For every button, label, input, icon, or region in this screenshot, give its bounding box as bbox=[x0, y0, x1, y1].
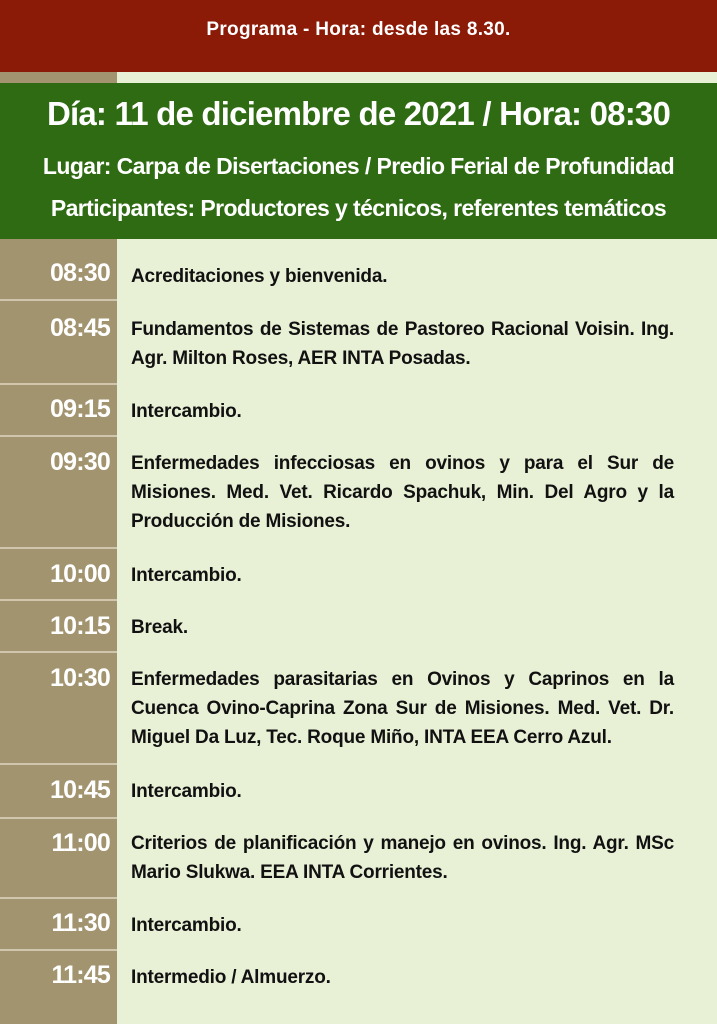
schedule-row bbox=[0, 383, 717, 435]
row-divider bbox=[0, 651, 117, 653]
row-description: Criterios de planificación y manejo en ovinos. Ing. Agr. MSc Mario Slukwa. EEA INTA Corrientes. bbox=[131, 833, 674, 883]
row-divider bbox=[0, 817, 117, 819]
row-divider bbox=[0, 599, 117, 601]
row-time: 11:45 bbox=[51, 961, 110, 989]
row-divider bbox=[0, 763, 117, 765]
row-time: 10:45 bbox=[50, 776, 110, 804]
row-time: 10:00 bbox=[50, 560, 110, 588]
schedule-row bbox=[0, 547, 717, 599]
banner-title: Programa - Hora: desde las 8.30. bbox=[206, 19, 511, 40]
event-header bbox=[0, 83, 717, 239]
row-divider bbox=[0, 435, 117, 437]
row-time: 10:30 bbox=[50, 664, 110, 692]
row-divider bbox=[0, 897, 117, 899]
schedule-row bbox=[0, 651, 717, 763]
schedule-row bbox=[0, 599, 717, 651]
row-time: 08:30 bbox=[50, 259, 110, 287]
row-description: Intercambio. bbox=[131, 915, 242, 936]
row-time: 11:00 bbox=[51, 829, 110, 857]
row-description: Intercambio. bbox=[131, 565, 242, 586]
row-time: 10:15 bbox=[50, 612, 110, 640]
event-participants: Participantes: Productores y técnicos, referentes temáticos bbox=[50, 195, 667, 221]
row-divider bbox=[0, 547, 117, 549]
top-banner bbox=[0, 0, 717, 72]
row-description: Enfermedades parasitarias en Ovinos y Caprinos en la Cuenca Ovino-Caprina Zona Sur de Misiones. Med. Vet. Dr. Miguel Da Luz, Tec. Roque Miño, INTA EEA Cerro Azul. bbox=[131, 669, 674, 748]
schedule-row bbox=[0, 299, 717, 383]
row-description: Break. bbox=[131, 617, 188, 638]
row-time: 09:15 bbox=[50, 395, 110, 423]
separator-strip bbox=[0, 72, 717, 83]
row-time: 11:30 bbox=[51, 909, 110, 937]
schedule-table bbox=[0, 239, 717, 1024]
event-date-time: Día: 11 de diciembre de 2021 / Hora: 08:30 bbox=[46, 95, 671, 132]
event-location: Lugar: Carpa de Disertaciones / Predio Ferial de Profundidad bbox=[42, 153, 675, 179]
row-description: Acreditaciones y bienvenida. bbox=[131, 266, 388, 287]
schedule-row bbox=[0, 763, 717, 817]
separator-strip-tan bbox=[0, 72, 117, 83]
row-description: Fundamentos de Sistemas de Pastoreo Racional Voisin. Ing. Agr. Milton Roses, AER INTA Posadas. bbox=[131, 319, 674, 369]
schedule-row bbox=[0, 817, 717, 897]
row-divider bbox=[0, 299, 117, 301]
row-divider bbox=[0, 949, 117, 951]
row-description: Intercambio. bbox=[131, 781, 242, 802]
row-description: Intercambio. bbox=[131, 401, 242, 422]
row-time: 09:30 bbox=[50, 448, 110, 476]
row-divider bbox=[0, 383, 117, 385]
row-time: 08:45 bbox=[50, 314, 110, 342]
schedule-row bbox=[0, 897, 717, 949]
schedule-row bbox=[0, 239, 717, 299]
schedule-row bbox=[0, 949, 717, 1024]
schedule-row bbox=[0, 435, 717, 547]
row-description: Enfermedades infecciosas en ovinos y para el Sur de Misiones. Med. Vet. Ricardo Spachuk, Min. Del Agro y la Producción de Misiones. bbox=[131, 453, 674, 532]
row-description: Intermedio / Almuerzo. bbox=[131, 967, 331, 988]
